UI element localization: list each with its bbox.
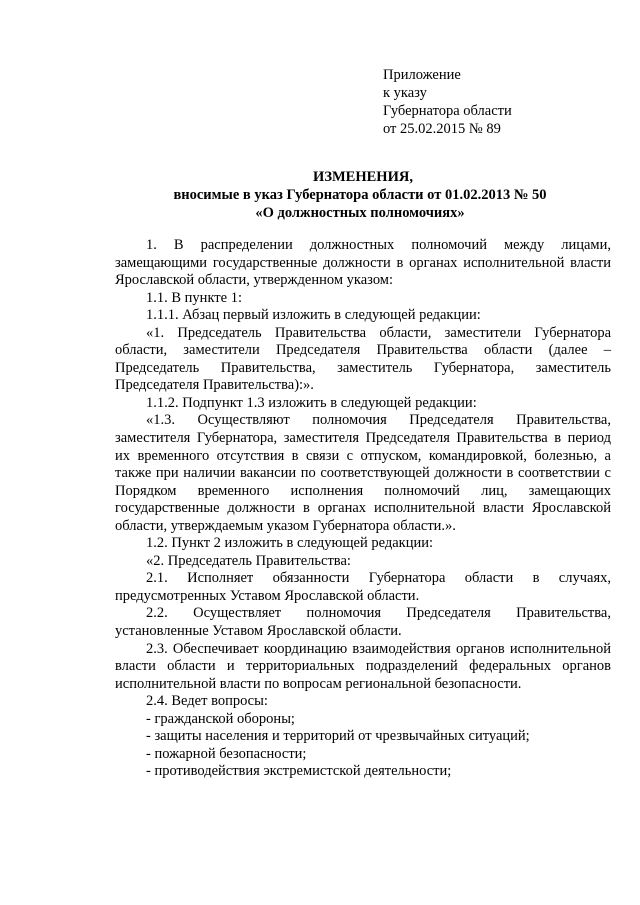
list-item: - защиты населения и территорий от чрезвычайных ситуаций; (146, 728, 530, 745)
title-line-1: ИЗМЕНЕНИЯ, (313, 169, 413, 185)
paragraph: «1. Председатель Правительства области, заместители Губернатора области, заместители Председателя Правительства области (далее – Председатель Правительства, заместитель Губернатора, заместитель Председателя Правительства):». (115, 324, 611, 394)
paragraph: 1.1.2. Подпункт 1.3 изложить в следующей редакции: (146, 394, 477, 411)
paragraph: 2.1. Исполняет обязанности Губернатора области в случаях, предусмотренных Уставом Ярославской области. (115, 570, 611, 604)
appendix-header (383, 66, 512, 138)
paragraph: 2.2. Осуществляет полномочия Председателя Правительства, установленные Уставом Ярославской области. (115, 605, 611, 640)
document-title (80, 168, 640, 222)
paragraph: 1.2. Пункт 2 изложить в следующей редакции: (146, 535, 434, 552)
appendix-line: к указу (383, 85, 427, 101)
list-item: - гражданской обороны; (146, 710, 295, 727)
title-line-2: вносимые в указ Губернатора области от 01.02.2013 № 50 (173, 187, 547, 203)
list-item: - противодействия экстремистской деятельности; (146, 763, 452, 780)
document-body (115, 237, 611, 781)
appendix-line: Губернатора области (383, 103, 512, 119)
paragraph: 1.1. В пункте 1: (146, 289, 242, 306)
paragraph: 1.1.1. Абзац первый изложить в следующей редакции: (146, 307, 481, 324)
appendix-line: от 25.02.2015 № 89 (383, 121, 501, 137)
paragraph: 2.4. Ведет вопросы: (146, 693, 268, 710)
paragraph: «1.3. Осуществляют полномочия Председателя Правительства, заместителя Губернатора, заместителя Председателя Правительства в период их временного отсутствия в связи с отпуском, командировкой, болезнью, а также при наличии вакансии по соответствующей должности в соответствии с Порядком временного исполнения полномочий лиц, замещающих государственные должности в органах исполнительной власти Ярославской области, утверждаемым указом Губернатора области.». (115, 412, 611, 534)
paragraph: «2. Председатель Правительства: (146, 552, 351, 569)
appendix-line: Приложение (383, 67, 461, 83)
title-line-3: «О должностных полномочиях» (255, 205, 465, 221)
list-item: - пожарной безопасности; (146, 745, 307, 762)
paragraph: 1. В распределении должностных полномочий между лицами, замещающими государственные должности в органах исполнительной власти Ярославской области, утвержденном указом: (115, 237, 611, 289)
paragraph: 2.3. Обеспечивает координацию взаимодействия органов исполнительной власти области и территориальных подразделений федеральных органов исполнительной власти по вопросам региональной безопасности. (115, 640, 611, 692)
